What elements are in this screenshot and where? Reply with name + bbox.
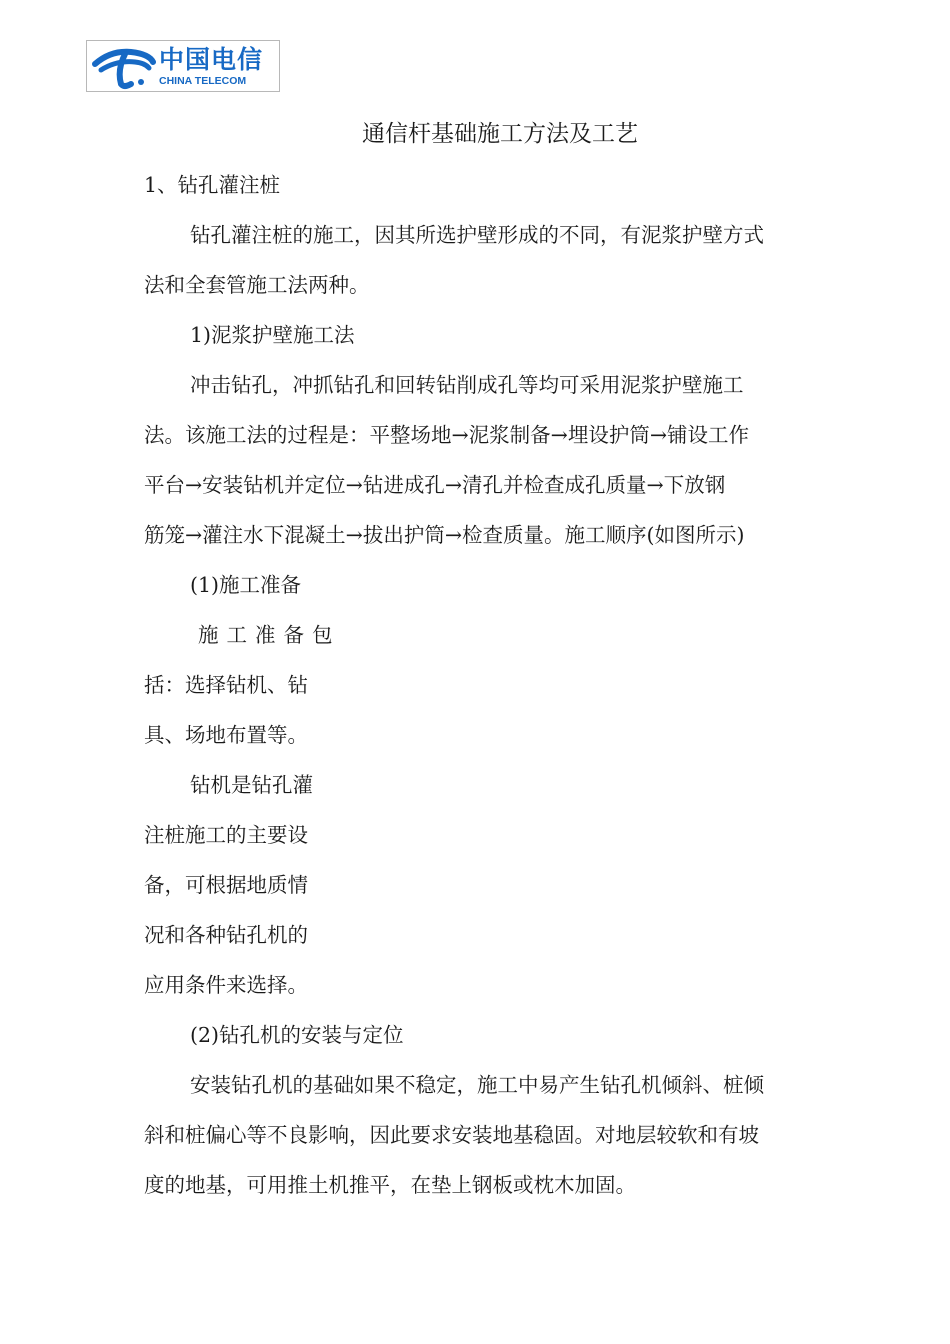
step1-para-b-line-2: 注桩施工的主要设 bbox=[144, 823, 308, 847]
sub1-para-line-2: 法。该施工法的过程是：平整场地→泥浆制备→埋设护筒→铺设工作 bbox=[144, 423, 750, 447]
step2-para-line-1: 安装钻孔机的基础如果不稳定，施工中易产生钻孔机倾斜、桩倾 bbox=[190, 1073, 764, 1097]
sub1-para-line-1: 冲击钻孔，冲抓钻孔和回转钻削成孔等均可采用泥浆护壁施工 bbox=[190, 373, 744, 397]
step2-para-line-2: 斜和桩偏心等不良影响，因此要求安装地基稳固。对地层较软和有坡 bbox=[144, 1123, 759, 1147]
logo-english-text: CHINA TELECOM bbox=[159, 75, 247, 87]
sub1-para-line-4: 筋笼→灌注水下混凝土→拔出护筒→检查质量。施工顺序(如图所示) bbox=[144, 523, 745, 547]
step1-para-b-line-1: 钻机是钻孔灌 bbox=[190, 773, 313, 797]
subsection-1-heading: 1)泥浆护壁施工法 bbox=[190, 323, 355, 347]
intro-line-2: 法和全套管施工法两种。 bbox=[144, 273, 370, 297]
step1-para-a-line-2: 括：选择钻机、钻 bbox=[144, 673, 308, 697]
logo-chinese-text: 中国电信 bbox=[159, 45, 264, 74]
step1-para-b-line-4: 况和各种钻孔机的 bbox=[144, 923, 308, 947]
document-title: 通信杆基础施工方法及工艺 bbox=[362, 121, 638, 147]
step1-para-b-line-5: 应用条件来选择。 bbox=[144, 973, 308, 997]
intro-line-1 bbox=[190, 220, 806, 250]
intro-text: 钻孔灌注桩的施工，因其所选护壁形成的不同，有泥浆护壁方式 bbox=[190, 223, 764, 247]
section-1-heading: 1、钻孔灌注桩 bbox=[144, 173, 281, 197]
china-telecom-emblem-icon bbox=[91, 44, 157, 90]
sub1-para-line-3: 平台→安装钻机并定位→钻进成孔→清孔并检查成孔质量→下放钢 bbox=[144, 473, 726, 497]
step-2-heading: (2)钻孔机的安装与定位 bbox=[190, 1023, 404, 1047]
step1-para-a-line-3: 具、场地布置等。 bbox=[144, 723, 308, 747]
step2-para-line-3: 度的地基，可用推土机推平，在垫上钢板或枕木加固。 bbox=[144, 1173, 636, 1197]
china-telecom-logo bbox=[86, 40, 280, 92]
step1-para-a-line-1: 施工准备包 bbox=[198, 623, 341, 647]
step1-para-b-line-3: 备，可根据地质情 bbox=[144, 873, 308, 897]
step-1-heading: (1)施工准备 bbox=[190, 573, 302, 597]
